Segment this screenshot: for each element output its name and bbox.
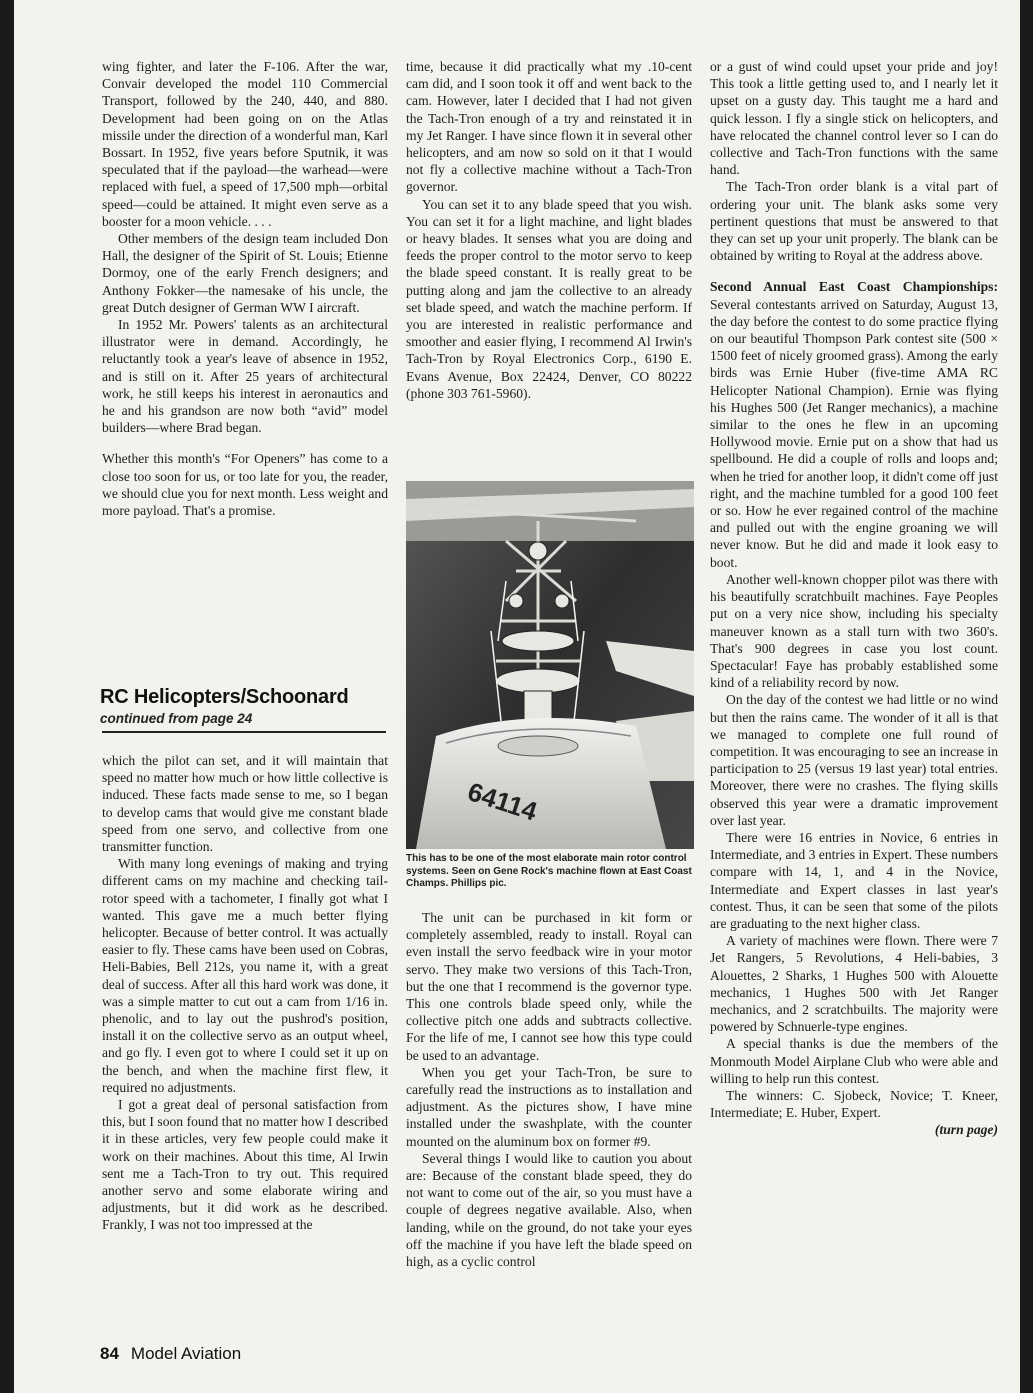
tail-number: 64114 (464, 776, 541, 827)
rotor-head-illustration (406, 481, 694, 849)
paragraph: When you get your Tach-Tron, be sure to carefully read the instructions as to installation and adjustment. As the pictures show, I have mine installed under the swashplate, with the counter mounted on the aluminum box on former #9. (406, 1064, 692, 1149)
column-3 (710, 58, 998, 1139)
column-1-top (102, 58, 388, 519)
page-footer (100, 1344, 241, 1364)
paragraph: You can set it to any blade speed that you wish. You can set it for a light machine, and light blades or heavy blades. It senses what you are doing and feeds the proper control to the motor servo to keep the blade speed constant. It is really great to be putting along and jam the collective to an already set blade speed, and watch the machine perform. If you are interested in realistic performance and smoother and easier flying, I recommend Al Irwin's Tach-Tron by Royal Electronics Corp., 6190 E. Evans Avenue, Box 22424, Denver, CO 80222 (phone 303 761-5960). (406, 196, 692, 401)
paragraph: On the day of the contest we had little or no wind but then the rains came. The wonder of it all is that we managed to complete one full round of competition. It was encouraging to see an increase in participation to 25 (versus 19 last year) total entries. Moreover, there were no crashes. The flying skills observed this year were a dramatic improvement over last year. (710, 692, 999, 828)
helicopter-rotor-photo (406, 481, 694, 849)
magazine-page (14, 0, 1020, 1393)
column-2-top (406, 58, 692, 402)
paragraph: Several things I would like to caution you about are: Because of the constant blade speed, they do not want to come out of the air, so you must have a couple of degrees negative available. Also, when landing, while on the ground, do not take your eyes off the machine if you have left the blade speed on high, as a cyclic control (406, 1150, 692, 1270)
column-1-bottom (102, 752, 388, 1234)
paragraph: The Tach-Tron order blank is a vital part of ordering your unit. The blank asks some very pertinent questions that must be answered to that they can set up your unit properly. The blank can be obtained by writing to Royal at the address above. (710, 179, 998, 264)
paragraph: which the pilot can set, and it will maintain that speed no matter how much or how little collective is induced. These facts made sense to me, so I began to develop cams that would give me constant blade speed from one servo, and collective from one transmitter function. (102, 753, 388, 855)
paragraph: I got a great deal of personal satisfaction from this, but I soon found that no matter how I described it in these articles, very few people could make it work on their machines. About this time, Al Irwin sent me a Tach-Tron to try out. This required another servo and some elaborate wiring and adjustments, but it did work as he described. Frankly, I was not too impressed at the (102, 1097, 388, 1233)
turn-page-note: (turn page) (934, 1122, 998, 1138)
paragraph: The winners: C. Sjobeck, Novice; T. Kneer, Intermediate; E. Huber, Expert. (710, 1087, 998, 1121)
paragraph: wing fighter, and later the F-106. After the war, Convair developed the model 110 Commercial Transport, followed by the 240, 440, and 880. Development had been going on on the Atlas missile under the direction of a wonderful man, Karl Bossart. In 1952, five years before Sputnik, it was speculated that if the payload—the warhead—were replaced with fuel, a speed of 17,500 mph—orbital speed—could be attained. It might even serve as a booster for a moon vehicle. . . . (102, 59, 388, 229)
championship-lead-text: Several contestants arrived on Saturday, August 13, the day before the contest to do some practice flying on our beautiful Thompson Park contest site (500 × 1500 feet of nicely groomed grass). Among the early birds was Ernie Huber (five-time AMA RC Helicopter National Champion). Ernie was flying his Hughes 500 (Jet Ranger mechanics), a machine similar to the ones he flew in an upcoming Hollywood movie. Ernie put on a show that had us spellbound. He did a couple of rolls and loops and; when he tried for another loop, it didn't come off just right, and the machine tumbled for a good 100 feet or so. How he ever regained control of the machine and pulled out with the engine groaning we will never know. But he did and made it look easy to boot. (710, 296, 998, 570)
paragraph: A special thanks is due the members of the Monmouth Model Airplane Club who were able and willing to help run this contest. (710, 1036, 998, 1086)
section-title: Second Annual East Coast Championships: (710, 279, 998, 295)
page-number: 84 (100, 1344, 119, 1363)
heading-rule (102, 731, 386, 733)
paragraph: Whether this month's “For Openers” has come to a close too soon for us, or too late for you, the reader, we should clue you for next month. Less weight and more payload. That's a promise. (102, 451, 388, 519)
article-heading (100, 686, 400, 726)
paragraph: The unit can be purchased in kit form or completely assembled, ready to install. Royal can even install the servo feedback wire in your motor servo. They make two versions of this Tach-Tron, but the one that I recommend is the governor type. This one controls blade speed only, while the collective pitch one adds and subtracts collective. For the life of me, I cannot see how this type could be used to an advantage. (406, 910, 692, 1063)
championship-lead (710, 278, 998, 570)
paragraph: time, because it did practically what my .10-cent cam did, and I soon took it off and went back to the cam. However, later I decided that I had not given the Tach-Tron enough of a try and reinstated it in my Jet Ranger. I have since flown it in several other helicopters, and am now so sold on it that I would not fly a collective machine without a Tach-Tron governor. (406, 59, 692, 195)
paragraph: In 1952 Mr. Powers' talents as an architectural illustrator were in demand. Accordingly, he reluctantly took a year's leave of absence in 1952, and is still on it. After 25 years of architectural work, he still keeps his interest in aeronautics and he and his grandson are now both “avid” model builders—where Brad began. (102, 317, 388, 436)
paragraph: or a gust of wind could upset your pride and joy! This took a little getting used to, and I nearly let it upset on a gusty day. This taught me a hard and quick lesson. I fly a single stick on helicopters, and have relocated the channel control lever so I can do collective and Tach-Tron functions with the same hand. (710, 59, 998, 178)
article-continuation: continued from page 24 (100, 711, 253, 726)
paragraph: There were 16 entries in Novice, 6 entries in Intermediate, and 3 entries in Expert. These numbers compare with 14, 1, and 4 in the Novice, Intermediate and Expert classes in last year's contest. Thus, it can be seen that some of the pilots are graduating to the next higher class. (710, 829, 998, 931)
paragraph: A variety of machines were flown. There were 7 Jet Rangers, 5 Revolutions, 4 Heli-babies, 3 Alouettes, 2 Sharks, 1 Hughes 500 with Alouette mechanics, 1 Hughes 500 with Jet Ranger mechanics, and 2 scratchbuilts. The majority were powered by Schnuerle-type engines. (710, 933, 998, 1035)
paragraph: Other members of the design team included Don Hall, the designer of the Spirit of St. Louis; Etienne Dormoy, one of the early French designers; and Anthony Fokker—the namesake of his uncle, the great Dutch designer of German WW I aircraft. (102, 231, 388, 315)
photo-caption: This has to be one of the most elaborate main rotor control systems. Seen on Gene Rock's machine flown at East Coast Champs. Phillips pic. (406, 853, 692, 890)
paragraph: Another well-known chopper pilot was there with his beautifully scratchbuilt machines. Faye Peoples put on a very nice show, including his specialty maneuver known as a stall turn with two 360's. That's 900 degrees in case you lost count. Spectacular! Faye has probably established some kind of a reliability record by now. (710, 571, 998, 691)
article-title: RC Helicopters/Schoonard (100, 686, 349, 708)
magazine-name: Model Aviation (130, 1344, 242, 1363)
column-2-bottom (406, 909, 692, 1270)
paragraph: With many long evenings of making and trying different cams on my machine and checking tail-rotor speed with a tachometer, I finally got what I wanted. This gave me a much better flying helicopter. Because of better control. It was actually easier to fly. These cams have been used on Cobras, Heli-Babies, Bell 212s, you name it, with a great deal of success. After all this hard work was done, it was a simple matter to cut out a cam from 1/16 in. phenolic, and to lay out the pushrod's position, install it on the collective servo as an output wheel, and go fly. I even got to where I could set it up on the bench, and when the machine first flew, it required no adjustments. (102, 856, 388, 1095)
